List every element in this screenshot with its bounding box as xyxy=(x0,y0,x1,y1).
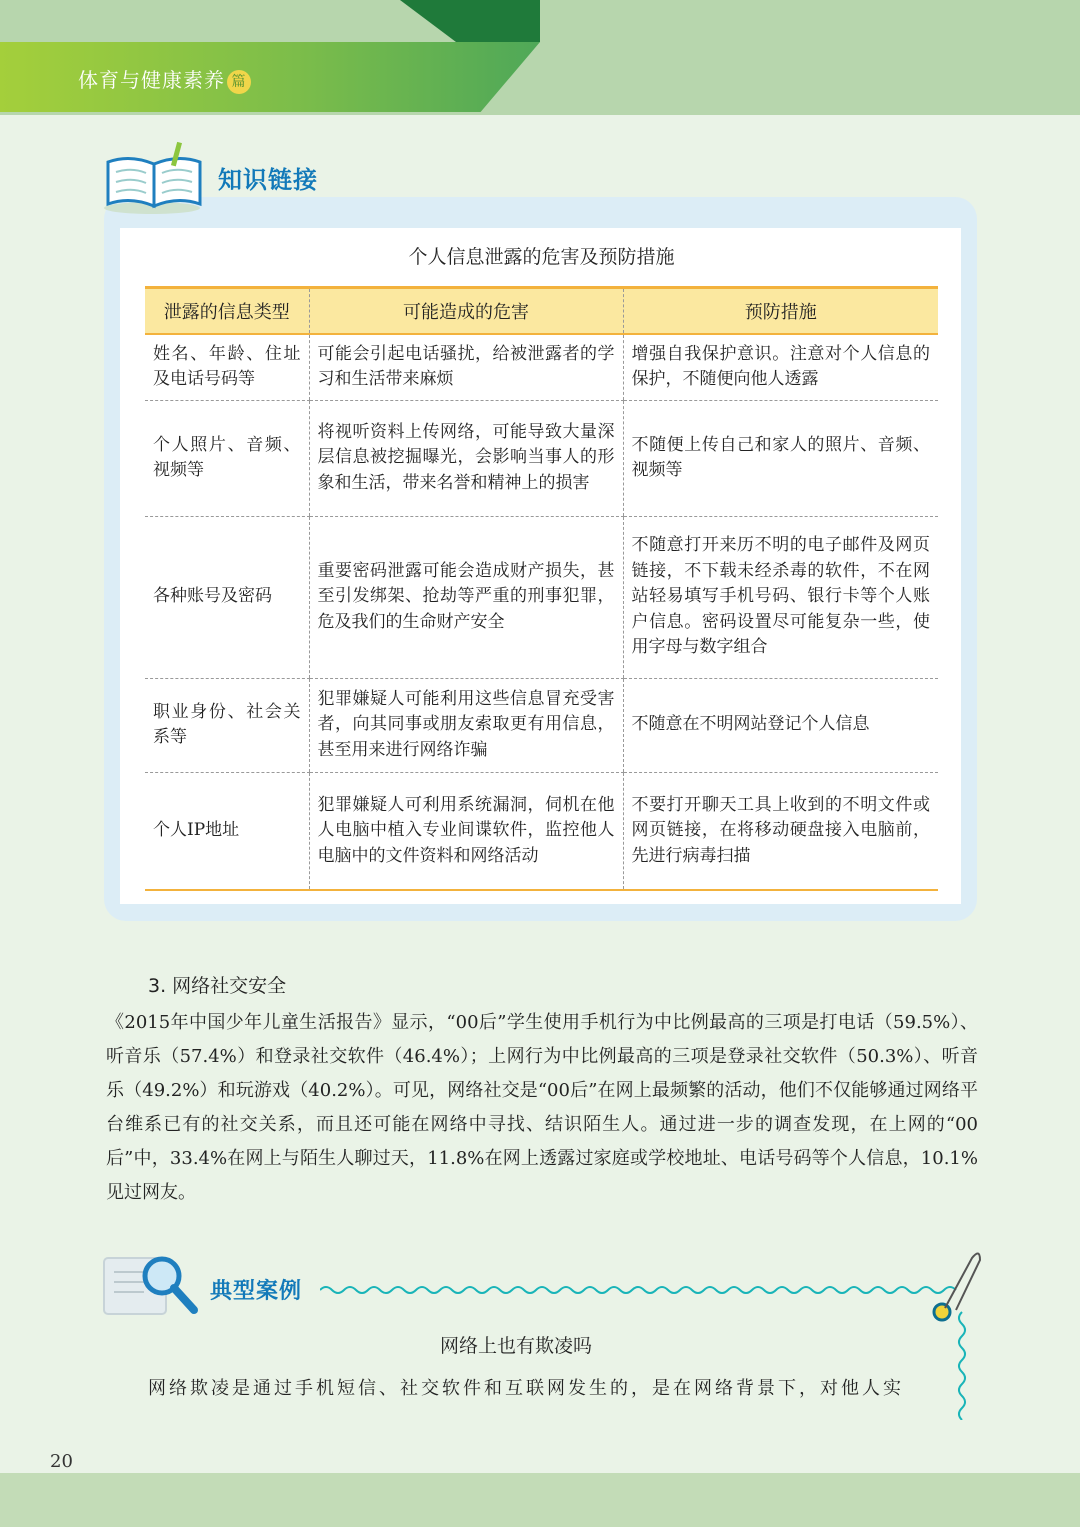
cell-harm: 可能会引起电话骚扰，给被泄露者的学习和生活带来麻烦 xyxy=(309,334,623,400)
section-title: 3. 网络社交安全 xyxy=(148,975,287,997)
table-row xyxy=(145,400,938,516)
table-row xyxy=(145,334,938,400)
table-row xyxy=(145,772,938,890)
magnifier-icon xyxy=(100,1250,205,1320)
cell-harm: 犯罪嫌疑人可能利用这些信息冒充受害者，向其同事或朋友索取更有用信息，甚至用来进行网络诈骗 xyxy=(309,678,623,772)
footer-band xyxy=(0,1473,1080,1527)
column-header-harm: 可能造成的危害 xyxy=(309,288,623,335)
cell-harm: 犯罪嫌疑人可利用系统漏洞，伺机在他人电脑中植入专业间谍软件，监控他人电脑中的文件资料和网络活动 xyxy=(309,772,623,890)
cell-harm: 重要密码泄露可能会造成财产损失，甚至引发绑架、抢劫等严重的刑事犯罪，危及我们的生命财产安全 xyxy=(309,516,623,678)
cell-type: 个人照片、音频、视频等 xyxy=(145,400,309,516)
column-header-prevention: 预防措施 xyxy=(623,288,938,335)
book-title: 体育与健康素养 xyxy=(78,68,225,92)
cell-prevention: 增强自我保护意识。注意对个人信息的保护，不随便向他人透露 xyxy=(623,334,938,400)
case-text: 网络欺凌是通过手机短信、社交软件和互联网发生的，是在网络背景下，对他人实 xyxy=(148,1378,904,1399)
table-row xyxy=(145,516,938,678)
table-title: 个人信息泄露的危害及预防措施 xyxy=(408,246,675,268)
cell-prevention: 不随意打开来历不明的电子邮件及网页链接，不下载未经杀毒的软件，不在网站轻易填写手机号码、银行卡等个人账户信息。密码设置尽可能复杂一些，使用字母与数字组合 xyxy=(623,516,938,678)
cell-harm: 将视听资料上传网络，可能导致大量深层信息被挖掘曝光，会影响当事人的形象和生活，带来名誉和精神上的损害 xyxy=(309,400,623,516)
cell-prevention: 不随意在不明网站登记个人信息 xyxy=(623,678,938,772)
cell-type: 个人IP地址 xyxy=(145,772,309,890)
case-subtitle: 网络上也有欺凌吗 xyxy=(440,1335,593,1357)
page-number: 20 xyxy=(50,1451,73,1472)
table-header-row xyxy=(145,288,938,335)
table-row xyxy=(145,678,938,772)
info-leak-table xyxy=(145,286,938,891)
section-chip: 篇 xyxy=(227,70,251,94)
knowledge-link-heading: 知识链接 xyxy=(218,166,318,194)
cell-type: 姓名、年龄、住址及电话号码等 xyxy=(145,334,309,400)
typical-case-heading: 典型案例 xyxy=(210,1279,303,1304)
column-header-type: 泄露的信息类型 xyxy=(145,288,309,335)
header-title xyxy=(78,64,251,94)
body-paragraph: 《2015年中国少年儿童生活报告》显示，“00后”学生使用手机行为中比例最高的三项是打电话（59.5%）、听音乐（57.4%）和登录社交软件（46.4%）；上网行为中比例最高的三项是登录社交软件（50.3%）、听音乐（49.2%）和玩游戏（40.2%）。可见，网络社交是“00后”在网上最频繁的活动，他们不仅能够通过网络平台维系已有的社交关系，而且还可能在网络中寻找、结识陌生人。通过进一步的调查发现，在上网的“00后”中，33.4%在网上与陌生人聊过天，11.8%在网上透露过家庭或学校地址、电话号码等个人信息，10.1%见过网友。 xyxy=(106,1012,978,1203)
cell-type: 各种账号及密码 xyxy=(145,516,309,678)
open-book-icon xyxy=(100,140,210,215)
cell-type: 职业身份、社会关系等 xyxy=(145,678,309,772)
cell-prevention: 不要打开聊天工具上收到的不明文件或网页链接，在将移动硬盘接入电脑前，先进行病毒扫描 xyxy=(623,772,938,890)
cell-prevention: 不随便上传自己和家人的照片、音频、视频等 xyxy=(623,400,938,516)
